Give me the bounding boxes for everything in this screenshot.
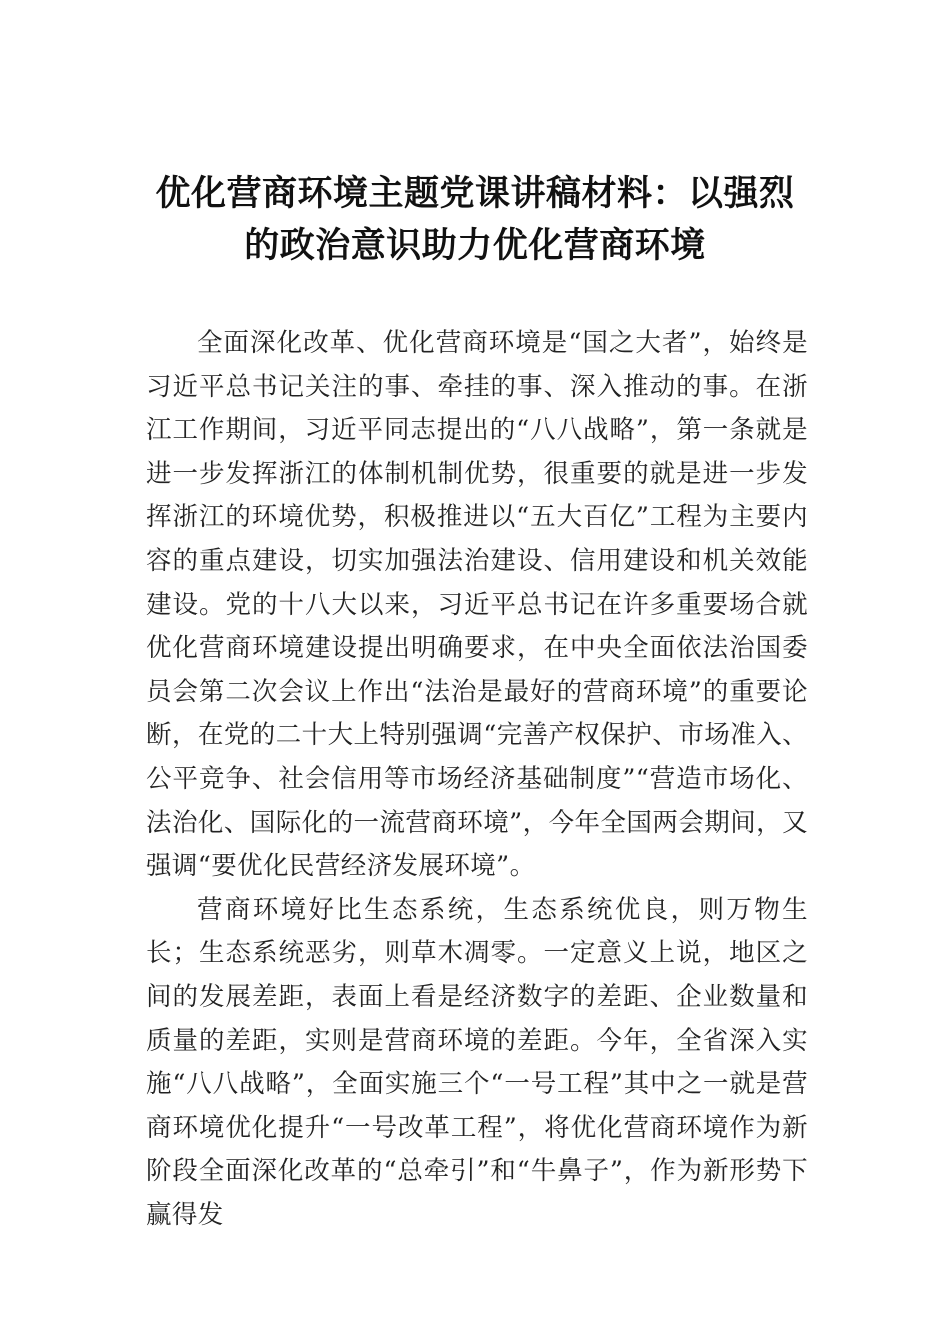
paragraph-2: 营商环境好比生态系统，生态系统优良，则万物生长；生态系统恶劣，则草木凋零。一定意义上说，地区之间的发展差距，表面上看是经济数字的差距、企业数量和质量的差距，实则是营商环境的差距。今年，全省深入实施“八八战略”，全面实施三个“一号工程”其中之一就是营商环境优化提升“一号改革工程”，将优化营商环境作为新阶段全面深化改革的“总牵引”和“牛鼻子”，作为新形势下赢得发 [146,894,808,1230]
title-line-2: 的政治意识助力优化营商环境 [244,226,706,266]
paragraph-1: 全面深化改革、优化营商环境是“国之大者”，始终是习近平总书记关注的事、牵挂的事、深入推动的事。在浙江工作期间，习近平同志提出的“八八战略”，第一条就是进一步发挥浙江的体制机制优势，很重要的就是进一步发挥浙江的环境优势，积极推进以“五大百亿”工程为主要内容的重点建设，切实加强法治建设、信用建设和机关效能建设。党的十八大以来，习近平总书记在许多重要场合就优化营商环境建设提出明确要求，在中央全面依法治国委员会第二次会议上作出“法治是最好的营商环境”的重要论断，在党的二十大上特别强调“完善产权保护、市场准入、公平竞争、社会信用等市场经济基础制度”“营造市场化、法治化、国际化的一流营商环境”，今年全国两会期间，又强调“要优化民营经济发展环境”。 [146,328,808,882]
document-title [140,168,810,272]
document-body [146,322,808,1237]
title-line-1: 优化营商环境主题党课讲稿材料：以强烈 [155,174,795,214]
